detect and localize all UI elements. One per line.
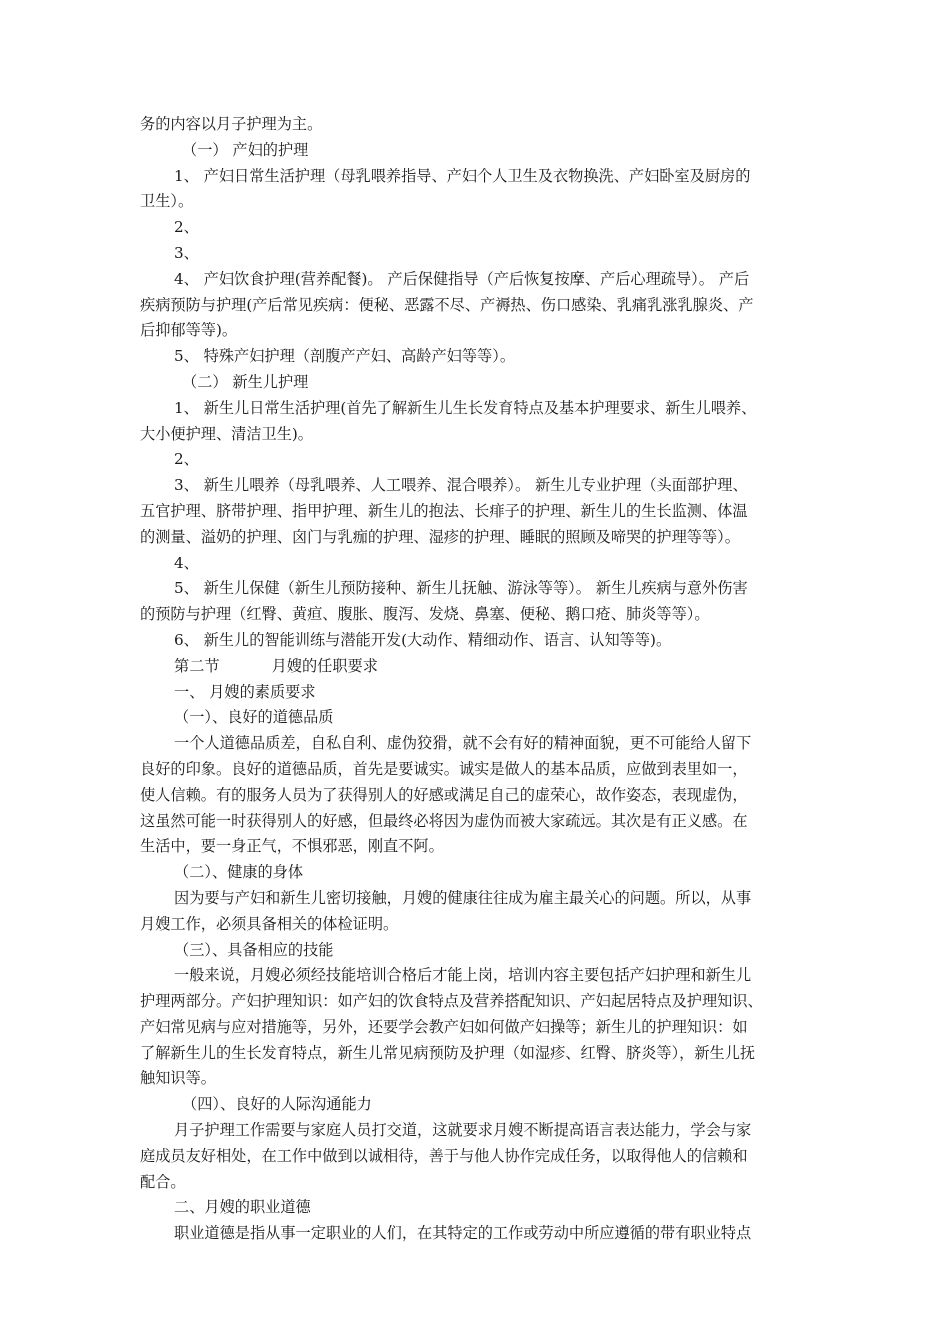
list-item: 5、 特殊产妇护理（剖腹产产妇、高龄产妇等等）。 [174, 347, 516, 366]
list-item: 4、 [174, 553, 199, 572]
document-page [140, 112, 812, 1247]
section-heading: 一、 月嫂的素质要求 [174, 682, 316, 701]
subsection-heading: （三）、具备相应的技能 [174, 940, 334, 959]
list-item: 3、 [174, 243, 199, 262]
paragraph-line: 使人信赖。有的服务人员为了获得别人的好感或满足自己的虚荣心，故作姿态，表现虚伪， [140, 785, 748, 804]
paragraph-line: 生活中，要一身正气，不惧邪恶，刚直不阿。 [140, 837, 444, 856]
list-item: 2、 [174, 450, 199, 469]
list-item-continuation: 后抑郁等等)。 [140, 321, 238, 340]
list-item-continuation: 的测量、溢奶的护理、囟门与乳痂的护理、湿疹的护理、睡眠的照顾及啼哭的护理等等）。 [140, 527, 740, 546]
section-heading: （二） 新生儿护理 [182, 372, 309, 391]
list-item: 3、 新生儿喂养（母乳喂养、人工喂养、混合喂养）。 新生儿专业护理（头面部护理、 [174, 476, 748, 495]
paragraph-line: 因为要与产妇和新生儿密切接触，月嫂的健康往往成为雇主最关心的问题。所以，从事 [174, 888, 752, 907]
list-item-continuation: 大小便护理、清洁卫生)。 [140, 424, 313, 443]
list-item-continuation: 五官护理、脐带护理、指甲护理、新生儿的抱法、长痱子的护理、新生儿的生长监测、体温 [140, 501, 748, 520]
subsection-heading: （一）、良好的道德品质 [174, 708, 334, 727]
paragraph-line: 良好的印象。良好的道德品质，首先是要诚实。诚实是做人的基本品质，应做到表里如一， [140, 759, 748, 778]
subsection-heading: （四）、良好的人际沟通能力 [182, 1095, 372, 1114]
list-item-continuation: 的预防与护理（红臀、黄疸、腹胀、腹泻、发烧、鼻塞、便秘、鹅口疮、肺炎等等）。 [140, 605, 710, 624]
list-item: 6、 新生儿的智能训练与潜能开发(大动作、精细动作、语言、认知等等)。 [174, 630, 672, 649]
paragraph-line: 配合。 [140, 1172, 186, 1191]
section-heading: （一） 产妇的护理 [182, 140, 309, 159]
paragraph-line: 触知识等。 [140, 1069, 216, 1088]
paragraph-line: 职业道德是指从事一定职业的人们，在其特定的工作或劳动中所应遵循的带有职业特点 [174, 1224, 752, 1243]
chapter-title: 月嫂的任职要求 [271, 656, 378, 675]
list-item: 4、 产妇饮食护理(营养配餐)。 产后保健指导（产后恢复按摩、产后心理疏导）。 产后 [174, 269, 750, 288]
paragraph-line: 月嫂工作，必须具备相关的体检证明。 [140, 914, 399, 933]
paragraph-line: 了解新生儿的生长发育特点，新生儿常见病预防及护理（如湿疹、红臀、脐炎等），新生儿抚 [140, 1043, 756, 1062]
subsection-heading: （二）、健康的身体 [174, 863, 304, 882]
paragraph-line: 这虽然可能一时获得别人的好感，但最终必将因为虚伪而被大家疏远。其次是有正义感。在 [140, 811, 748, 830]
paragraph-line: 护理两部分。产妇护理知识：如产妇的饮食特点及营养搭配知识、产妇起居特点及护理知识、 [140, 992, 763, 1011]
paragraph-line: 庭成员友好相处，在工作中做到以诚相待，善于与他人协作完成任务，以取得他人的信赖和 [140, 1146, 748, 1165]
list-item: 1、 产妇日常生活护理（母乳喂养指导、产妇个人卫生及衣物换洗、产妇卧室及厨房的 [174, 166, 751, 185]
list-item: 1、 新生儿日常生活护理(首先了解新生儿生长发育特点及基本护理要求、新生儿喂养、 [174, 398, 757, 417]
list-item-continuation: 卫生）。 [140, 192, 194, 211]
paragraph-line: 一般来说，月嫂必须经技能培训合格后才能上岗，培训内容主要包括产妇护理和新生儿 [174, 966, 752, 985]
list-item-continuation: 疾病预防与护理(产后常见疾病：便秘、恶露不尽、产褥热、伤口感染、乳痛乳涨乳腺炎、产 [140, 295, 754, 314]
section-heading: 二、月嫂的职业道德 [174, 1198, 311, 1217]
paragraph-line: 产妇常见病与应对措施等，另外，还要学会教产妇如何做产妇操等；新生儿的护理知识：如 [140, 1017, 748, 1036]
paragraph-line: 一个人道德品质差，自私自利、虚伪狡猾，就不会有好的精神面貌，更不可能给人留下 [174, 734, 752, 753]
chapter-number: 第二节 [174, 656, 220, 675]
chapter-heading [140, 654, 812, 680]
list-item: 2、 [174, 218, 199, 237]
paragraph-line: 务的内容以月子护理为主。 [140, 115, 323, 133]
list-item: 5、 新生儿保健（新生儿预防接种、新生儿抚触、游泳等等）。 新生儿疾病与意外伤害 [174, 579, 748, 598]
paragraph-line: 月子护理工作需要与家庭人员打交道，这就要求月嫂不断提高语言表达能力，学会与家 [174, 1121, 752, 1140]
